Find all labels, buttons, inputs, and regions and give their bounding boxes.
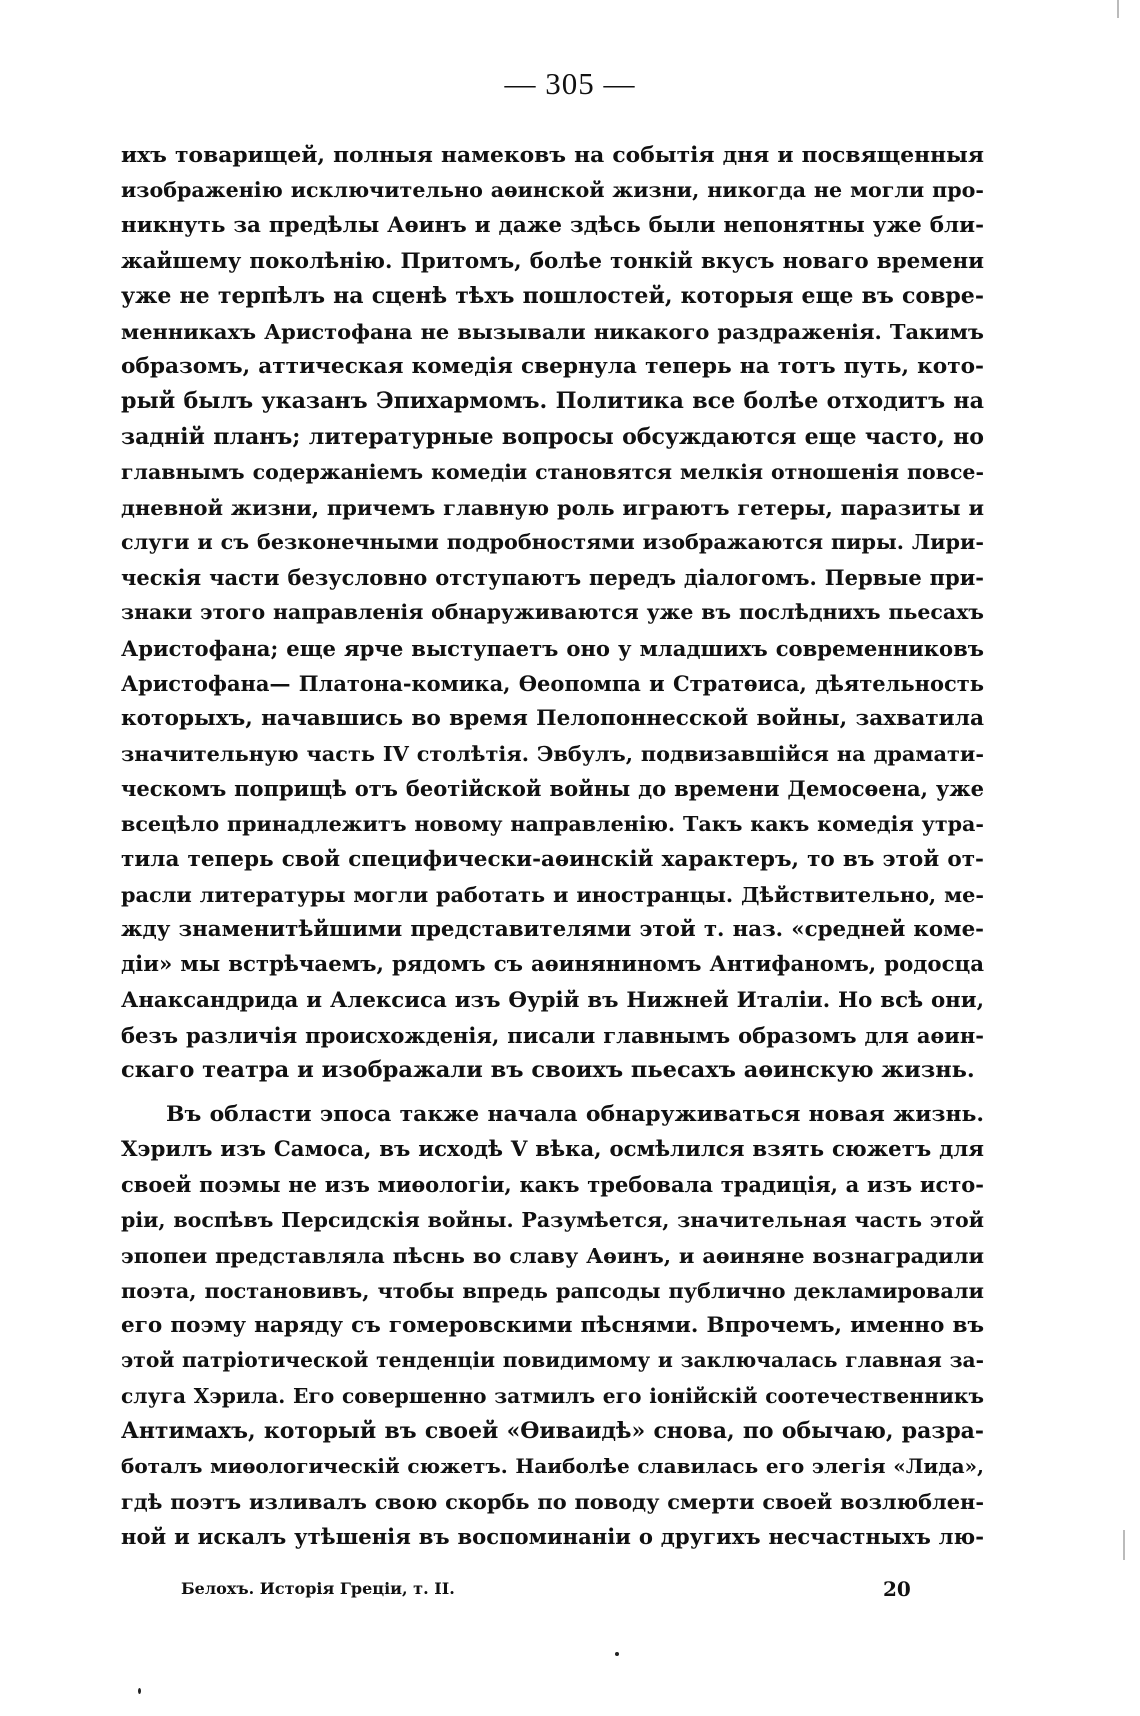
text-line: ихъ товарищей, полныя намековъ на событія дня и посвященныя xyxy=(121,143,984,168)
text-line: главнымъ содержаніемъ комедіи становятся мелкія отношенія повсе- xyxy=(121,459,984,484)
text-line: менникахъ Аристофана не вызывали никакого раздраженія. Такимъ xyxy=(121,318,984,344)
text-line: значительную часть IV столѣтія. Эвбулъ, подвизавшійся на драмати- xyxy=(121,741,984,767)
text-line: его поэму наряду съ гомеровскими пѣснями. Впрочемъ, именно въ xyxy=(121,1313,984,1339)
paragraph-2 xyxy=(121,1097,984,1554)
text-line: уже не терпѣлъ на сценѣ тѣхъ пошлостей, которыя еще въ совре- xyxy=(121,282,984,309)
page-edge-mark xyxy=(1117,0,1119,18)
text-line: этой патріотической тенденціи повидимому и заключалась главная за- xyxy=(121,1348,984,1373)
text-line: слуги и съ безконечными подробностями изображаются пиры. Лири- xyxy=(121,530,984,555)
text-line: образомъ, аттическая комедія свернула теперь на тотъ путь, кото- xyxy=(121,354,984,380)
footer-source-title: Белохъ. Исторія Греціи, т. II. xyxy=(181,1579,455,1598)
text-line: Аристофана; еще ярче выступаетъ оно у младшихъ современниковъ xyxy=(121,635,984,661)
text-line: задній планъ; литературные вопросы обсуждаются еще часто, но xyxy=(121,423,984,450)
text-line: знаки этого направленія обнаруживаются уже въ послѣднихъ пьесахъ xyxy=(121,600,984,625)
text-line: Аристофана— Платона-комика, Ѳеопомпа и Стратѳиса, дѣятельность xyxy=(121,670,984,696)
page-edge-mark xyxy=(1123,1530,1125,1560)
text-line: всецѣло принадлежитъ новому направленію. Такъ какъ комедія утра- xyxy=(121,811,984,836)
printer-signature-mark: 20 xyxy=(883,1577,911,1601)
text-line: діи» мы встрѣчаемъ, рядомъ съ аѳиняниномъ Антифаномъ, родосца xyxy=(121,952,984,978)
text-line: своей поэмы не изъ миѳологіи, какъ требовала традиція, а изъ исто- xyxy=(121,1172,984,1198)
paragraph-1 xyxy=(121,138,984,1088)
text-line: ческомъ поприщѣ отъ беотійской войны до времени Демосѳена, уже xyxy=(121,776,984,802)
text-line: расли литературы могли работать и иностранцы. Дѣйствительно, ме- xyxy=(121,881,984,907)
page-number: — 305 — xyxy=(504,66,636,101)
text-line: поэта, постановивъ, чтобы впредь рапсоды публично декламировали xyxy=(121,1277,984,1303)
text-line: Антимахъ, который въ своей «Ѳиваидѣ» снова, по обычаю, разра- xyxy=(121,1417,984,1444)
scan-speck xyxy=(615,1652,619,1656)
text-line: жду знаменитѣйшими представителями этой т. наз. «средней коме- xyxy=(121,917,984,943)
text-line: жайшему поколѣнію. Притомъ, болѣе тонкій вкусъ новаго времени xyxy=(121,248,984,274)
text-line: боталъ миѳологическій сюжетъ. Наиболѣе славилась его элегія «Лида», xyxy=(121,1453,984,1478)
text-line: никнуть за предѣлы Аѳинъ и даже здѣсь были непонятны уже бли- xyxy=(121,213,984,239)
text-line: Въ области эпоса также начала обнаруживаться новая жизнь. xyxy=(166,1101,984,1127)
text-line: гдѣ поэтъ изливалъ свою скорбь по поводу смерти своей возлюблен- xyxy=(121,1489,984,1515)
scan-speck xyxy=(138,1688,141,1694)
text-line: изображенію исключительно аѳинской жизни, никогда не могли про- xyxy=(121,178,984,203)
text-line: ріи, воспѣвъ Персидскія войны. Разумѣется, значительная часть этой xyxy=(121,1207,984,1232)
page-footer xyxy=(0,1577,1140,1607)
text-line: которыхъ, начавшись во время Пелопоннесской войны, захватила xyxy=(121,706,984,731)
text-line: ной и искалъ утѣшенія въ воспоминаніи о другихъ несчастныхъ лю- xyxy=(121,1524,984,1550)
text-line: дневной жизни, причемъ главную роль играютъ гетеры, паразиты и xyxy=(121,494,984,520)
text-line: Анаксандрида и Алексиса изъ Ѳурій въ Нижней Италіи. Но всѣ они, xyxy=(121,987,984,1013)
text-line: тила теперь свой специфически-аѳинскій характеръ, то въ этой от- xyxy=(121,846,984,872)
text-line: Хэрилъ изъ Самоса, въ исходѣ V вѣка, осмѣлился взять сюжетъ для xyxy=(121,1137,984,1163)
text-line: ческія части безусловно отступаютъ передъ діалогомъ. Первые при- xyxy=(121,565,984,591)
text-line: эпопеи представляла пѣснь во славу Аѳинъ, и аѳиняне вознаградили xyxy=(121,1242,984,1268)
text-line: слуга Хэрила. Его совершенно затмилъ его іонійскій соотечественникъ xyxy=(121,1383,984,1408)
text-line: скаго театра и изображали въ своихъ пьесахъ аѳинскую жизнь. xyxy=(121,1056,975,1083)
text-line: безъ различія происхожденія, писали главнымъ образомъ для аѳин- xyxy=(121,1022,984,1048)
text-line: рый былъ указанъ Эпихармомъ. Политика все болѣе отходитъ на xyxy=(121,388,984,415)
